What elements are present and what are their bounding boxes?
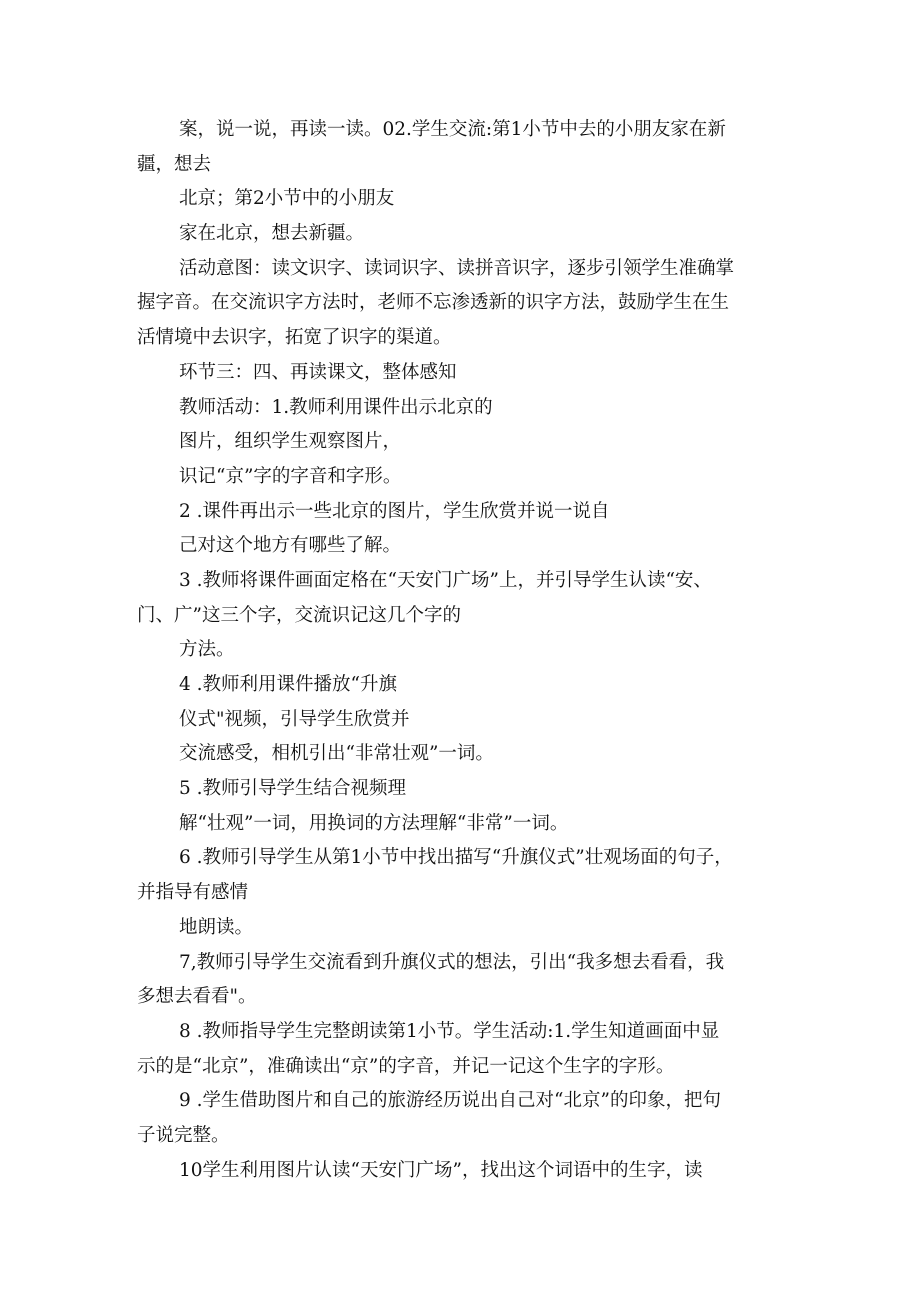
text-line: 图片，组织学生观察图片， xyxy=(179,431,402,453)
text-line: 握字音。在交流识字方法时，老师不忘渗透新的识字方法，鼓励学生在生 xyxy=(137,292,730,314)
text-line: 4 .教师利用课件播放“升旗 xyxy=(179,674,397,695)
text-line: 示的是“北京”，准确读出“京”的字音，并记一记这个生字的字形。 xyxy=(137,1055,675,1077)
text-line: 北京；第2小节中的小朋友 xyxy=(179,188,395,210)
text-line: 仪式"视频，引导学生欣赏并 xyxy=(179,708,410,730)
text-line: 解“壮观”一词，用换词的方法理解“非常”一词。 xyxy=(179,812,569,834)
text-line: 门、广”这三个字，交流识记这几个字的 xyxy=(137,604,461,626)
text-line: 多想去看看"。 xyxy=(137,986,257,1008)
text-line: 识记“京”字的字音和字形。 xyxy=(179,465,402,487)
text-line: 8 .教师指导学生完整朗读第1小节。学生活动:1.学生知道画面中显 xyxy=(179,1020,720,1042)
text-line: 3 .教师将课件画面定格在“天安门广场”上，并引导学生认读“安、 xyxy=(179,569,712,591)
text-line: 并指导有感情 xyxy=(137,882,249,904)
document-body xyxy=(137,113,797,1188)
text-line: 5 .教师引导学生结合视频理 xyxy=(179,778,407,800)
text-line: 疆，想去 xyxy=(137,153,212,175)
text-line: 家在北京，想去新疆。 xyxy=(179,223,365,245)
text-line: 案，说一说，再读一读。02.学生交流:第1小节中去的小朋友家在新 xyxy=(179,119,726,140)
text-line: 6 .教师引导学生从第1小节中找出描写“升旗仪式”壮观场面的句子， xyxy=(179,847,733,869)
text-line: 2 .课件再出示一些北京的图片，学生欣赏并说一说自 xyxy=(179,500,610,522)
text-line: 7,教师引导学生交流看到升旗仪式的想法，引出“我多想去看看，我 xyxy=(179,951,725,973)
text-line: 子说完整。 xyxy=(137,1124,230,1146)
text-line: 教师活动：1.教师利用课件出示北京的 xyxy=(179,396,493,418)
text-line: 方法。 xyxy=(179,639,235,661)
text-line: 环节三：四、再读课文，整体感知 xyxy=(179,361,457,383)
text-line: 地朗读。 xyxy=(179,916,254,938)
text-line: 10学生利用图片认读“天安门广场”，找出这个词语中的生字，读 xyxy=(179,1159,703,1181)
text-line: 活情境中去识字，拓宽了识字的渠道。 xyxy=(137,327,452,349)
text-line: 活动意图：读文识字、读词识字、读拼音识字，逐步引领学生准确掌 xyxy=(179,257,735,279)
text-line: 9 .学生借助图片和自己的旅游经历说出自己对“北京”的印象，把句 xyxy=(179,1090,721,1112)
text-line: 己对这个地方有哪些了解。 xyxy=(179,535,402,557)
text-line: 交流感受，相机引出“非常壮观”一词。 xyxy=(179,743,494,765)
